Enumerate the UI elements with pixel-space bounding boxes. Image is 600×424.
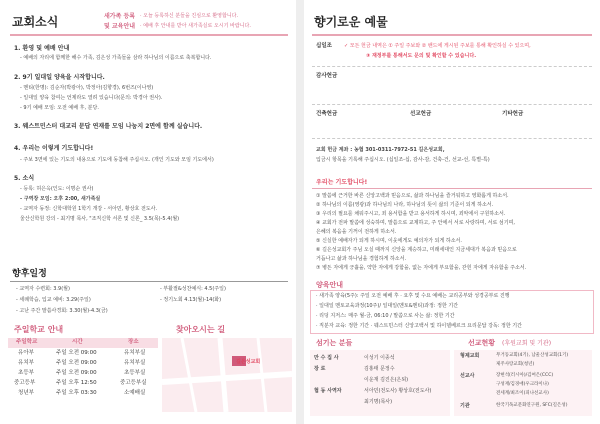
item2-title: 2. 9기 일대일 양육을 시작합니다.	[14, 74, 105, 81]
servant-name: 이성기 이종석	[364, 355, 395, 361]
ss-header: 시간	[72, 339, 83, 345]
page-title: 교회소식	[12, 15, 59, 29]
item1-title: 1. 환영 및 예배 안내	[14, 45, 70, 52]
prayer-line: ① 말씀에 근거한 바른 신앙고백과 믿음으로, 삶과 하나님을 즐거워하고 영화롭게 하소서.	[316, 193, 509, 199]
right-page	[304, 0, 600, 424]
ss-cell: 주일 오전 09:00	[56, 370, 97, 376]
ss-header: 주일학교	[16, 339, 38, 345]
item1-line: - 예배의 자리에 함께한 해수 가족, 김은성 가족들을 삼라 하나님의 이름으로 축복합니다.	[20, 55, 212, 61]
mission-name: 제주사랑교회(청년)	[496, 362, 535, 367]
sunday-school-title: 주일학교 안내	[14, 325, 64, 334]
map-graphic	[162, 338, 292, 412]
worship-line: · 일대일 멘토교육과정(10주)/ 일대일(멘토&멘티)과정: 정한 기간	[316, 303, 459, 309]
welcome-tag-1: 새가족 등록	[104, 13, 136, 20]
servant-role: 장 로	[314, 366, 326, 372]
gutter	[296, 0, 304, 424]
ss-header: 장소	[128, 339, 139, 345]
schedule-item: - 교역자 수련회: 3.9(월)	[16, 286, 70, 292]
servant-name: 이운재 김진은(은퇴)	[364, 377, 409, 383]
mission-role: 기관	[460, 403, 470, 409]
ss-cell: 중고등부실	[120, 380, 147, 386]
item5-title: 5. 소식	[14, 175, 35, 182]
offer-col-label: 기타헌금	[502, 111, 524, 117]
item3-title: 3. 웨스트민스터 대교리 문답 연재를 모임 나눔지 2면에 함께 실습니다.	[14, 123, 203, 130]
prayer-line: ④ 교회가 전파 말씀에 성숙하며, 말씀으로 교제하고, 주 안에서 서로 사랑하며, 서로 섬기며,	[316, 220, 515, 226]
prayer-line: 은혜의 복음을 기꺼이 전하게 하소서.	[316, 229, 397, 235]
item2-line: - 멘티(한명): 김순자(박광아), 박정아(김향경), 6번즈(이나영)	[20, 85, 154, 91]
servant-role: 협 동 사역자	[314, 388, 342, 394]
mission-name: 전세계/최조이(피나선교사)	[496, 391, 549, 396]
map-title: 찾아오시는 길	[176, 325, 226, 334]
servants-title: 섬기는 분들	[316, 339, 353, 347]
item5-line: 울산신학원 강의 - 최기명 목사, "조직신학 서론 및 신론_ 3.5(목)-5.4(월)	[20, 216, 180, 222]
mission-name: 구성재/김경애(우크라이나)	[496, 382, 549, 387]
welcome-msg-2: · 예배 후 안내를 받아 새가족실로 오시기 바랍니다.	[140, 23, 251, 29]
ss-cell: 유치부실	[124, 350, 146, 356]
ss-cell: 중고등부	[14, 380, 36, 386]
prayer-line: ⑤ 신실한 예배자가 되게 하시며, 이웃에게도 예의자가 되게 하소서.	[316, 238, 462, 244]
account-line: 교회 헌금 계좌 : 농협 301-0311-7972-51 길은성교회,	[316, 147, 445, 153]
prayer-title: 우리는 기도합니다!	[316, 179, 368, 186]
ss-cell: 초등부	[18, 370, 34, 376]
item4-title: 4. 우리는 이렇게 기도합니다!	[14, 145, 94, 152]
schedule-item: - 고난 주간 말씀사경회: 3.30(월)-4.3(금)	[16, 308, 108, 314]
ss-cell: 유아부	[18, 350, 34, 356]
left-page	[0, 0, 296, 424]
mission-name: 한국기독교문화연구원, SFC(길은성)	[496, 403, 568, 408]
item5-line: - 교역자 동정: 신학대학원 1학기 개강 - 서아민, 황상호 전도사.	[20, 206, 158, 212]
title-divider	[10, 34, 288, 36]
mission-name: 무거동교회(4기), 남울산성교회(1기)	[496, 353, 569, 358]
gamsa-label: 감사헌금	[316, 73, 338, 79]
account-sub: 입금시 항목을 기록해 주십시오. (십일조-십, 감사-감, 건축-건, 선교-선, 특별-특)	[316, 157, 490, 163]
title-divider	[312, 34, 592, 36]
servant-role: 만 수 집 사	[314, 355, 339, 361]
item2-line: - 일대일 양육 참여는 언제라도 열려 있습니다(문의: 박경아 권사).	[20, 95, 163, 101]
mission-role: 형제교회	[460, 353, 480, 359]
worship-title: 양육안내	[316, 281, 344, 289]
page-title: 향기로운 예물	[314, 15, 388, 29]
schedule-item: - 부활절&성찬예식: 4.5(주일)	[160, 286, 226, 292]
welcome-tag-2: 및 교육안내	[104, 23, 136, 30]
item5-line: - 등록: 허은옥(인도: 이명순 권사)	[20, 186, 94, 192]
schedule-item: - 정기노회 4.13(월)-14(화)	[160, 297, 222, 303]
ss-cell: 초등부실	[124, 370, 146, 376]
item2-line: - 9기 예배 모임: 오전 예배 후, 분당.	[20, 105, 99, 111]
ss-cell: 주일 오전 09:00	[56, 350, 97, 356]
ss-cell: 주일 오후 12:50	[56, 380, 97, 386]
worship-line: · 직분자 교육: 정한 기간 · 웨스트민스터 신앙고백서 및 하이델베르크 요리문답 강독: 정한 기간	[316, 323, 522, 329]
prayer-line: ③ 우리의 필요를 채워주시고, 죄 용서함을 받고 용서하게 하시며, 죄악에서 구원하소서.	[316, 211, 506, 217]
mission-name: 장현석(러시아)/김여은(CCC)	[496, 373, 554, 378]
schedule-title: 향후일정	[12, 269, 47, 279]
ss-cell: 소예배실	[124, 390, 146, 396]
mission-role: 선교사	[460, 373, 475, 379]
offer-col-label: 건축헌금	[316, 111, 338, 117]
ss-cell: 유치부	[18, 360, 34, 366]
offer-col-label: 선교헌금	[410, 111, 432, 117]
offer-label: 십일조	[316, 43, 332, 49]
item4-line: - 주보 3면에 있는 기도의 내용으로 기도에 동참해 주십시오. (개인 기도와 모임 기도에서)	[20, 157, 214, 163]
prayer-line: ⑦ 병든 자에게 긍휼을, 약한 자에게 강함을, 없는 자에게 부요함을, 갇힌 자에게 자유함을 주소서.	[316, 265, 527, 271]
offer-notice: ③ 재정부를 통해서도 문의 및 확인할 수 있습니다.	[366, 53, 477, 59]
mission-title-sub: (후원교회 및 기관)	[502, 340, 552, 347]
mission-title: 선교현황	[468, 339, 496, 347]
map-label: 길은성교회	[236, 359, 261, 365]
schedule-item: - 세례학습, 입교 예비: 3.29(주일)	[16, 297, 91, 303]
prayer-line: ② 하나님의 이름(영광)과 하나님의 나라, 하나님의 뜻이 삶의 기준이 되게 하소서.	[316, 202, 494, 208]
item5-line: - 구역장 모임: 오후 2:00, 새가족실	[20, 196, 101, 202]
ss-cell: 주일 오전 09:00	[56, 360, 97, 366]
ss-cell: 주일 오후 03:30	[56, 390, 97, 396]
servant-name: 김홍태 문정수	[364, 366, 395, 372]
servant-name: 서아민(전도사) 황상호(전도사)	[364, 388, 432, 394]
worship-line: · 새가족 양육(5주): 주일 오전 예배 후 · 요후 및 수요 예배는 교리공부와 성경공부로 진행	[316, 293, 510, 299]
prayer-line: 거듭나고 삶과 하나님을 경험하게 하소서.	[316, 256, 407, 262]
ss-cell: 청년부	[18, 390, 34, 396]
offer-notice: ✓ 모든 헌금 내역은 ① 주일 주보와 ② 밴드에 게시된 주보를 통해 확인하실 수 있으며,	[344, 43, 531, 49]
servant-name: 최기명(목사)	[364, 399, 393, 405]
prayer-line: ⑥ 길은성교회가 주님 오실 때까지 신앙을 계승하고, 미래세대인 지금세대가 복음과 믿음으로	[316, 247, 517, 253]
worship-line: · 리딩 지저스: 매주 월-금, 06:10 / 말씀으로 사는 삶: 정한 기간	[316, 313, 455, 319]
ss-cell: 유치부실	[124, 360, 146, 366]
welcome-msg-1: · 오늘 등록하신 분들을 진심으로 환영합니다.	[140, 13, 239, 19]
